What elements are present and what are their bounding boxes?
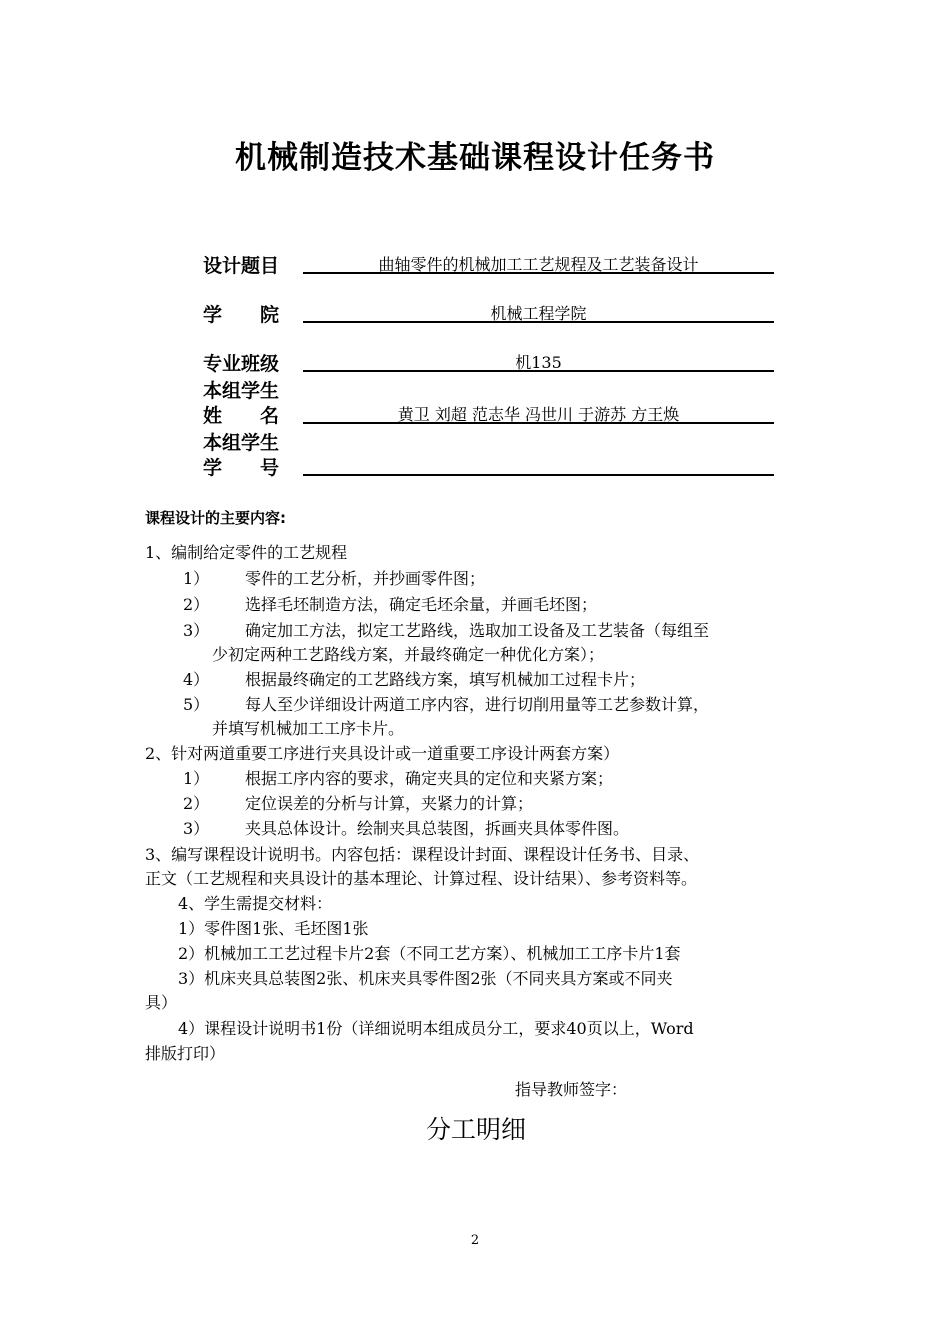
list-item-number: 5） — [183, 695, 210, 714]
college-label: 学 院 — [203, 304, 280, 326]
list-item-text: 确定加工方法，拟定工艺路线，选取加工设备及工艺装备（每组至 — [245, 621, 710, 640]
college-underline — [303, 321, 774, 323]
section2-title: 2、针对两道重要工序进行夹具设计或一道重要工序设计两套方案） — [145, 744, 620, 763]
content-header: 课程设计的主要内容: — [145, 509, 286, 527]
list-item-text: 选择毛坯制造方法，确定毛坯余量，并画毛坯图； — [245, 595, 598, 614]
page-number: 2 — [470, 1233, 480, 1248]
list-item-number: 3） — [183, 819, 210, 838]
list-item-text: 定位误差的分析与计算，夹紧力的计算； — [245, 794, 534, 813]
ids-label-line2: 学 号 — [203, 457, 280, 479]
list-item-continuation: 少初定两种工艺路线方案，并最终确定一种优化方案）； — [212, 645, 605, 664]
class-underline — [303, 370, 774, 372]
names-label-line2: 姓 名 — [203, 405, 280, 427]
topic-value: 曲轴零件的机械加工工艺规程及工艺装备设计 — [378, 255, 699, 274]
names-value: 黄卫 刘超 范志华 冯世川 于游苏 方王焕 — [397, 405, 680, 424]
ids-underline — [303, 474, 774, 476]
document-title: 机械制造技术基础课程设计任务书 — [235, 140, 715, 176]
list-item-number: 4） — [183, 670, 210, 689]
ids-label-line1: 本组学生 — [203, 432, 280, 454]
section4-item: 3）机床夹具总装图2张、机床夹具零件图2张（不同夹具方案或不同夹 — [178, 969, 673, 988]
list-item-continuation: 并填写机械加工工序卡片。 — [212, 719, 405, 738]
topic-underline — [303, 272, 774, 274]
section4-item: 2）机械加工工艺过程卡片2套（不同工艺方案）、机械加工工序卡片1套 — [178, 944, 681, 963]
section4-item-continuation: 具） — [145, 993, 178, 1012]
section4-item-continuation: 排版打印） — [145, 1044, 226, 1063]
list-item-text: 夹具总体设计。绘制夹具总装图，拆画夹具体零件图。 — [245, 819, 630, 838]
list-item-number: 1） — [183, 569, 210, 588]
class-label: 专业班级 — [203, 353, 280, 375]
names-underline — [303, 422, 774, 424]
list-item-number: 2） — [183, 794, 210, 813]
supervisor-signature-label: 指导教师签字： — [515, 1080, 628, 1099]
division-of-work-heading: 分工明细 — [426, 1115, 527, 1144]
list-item-text: 根据工序内容的要求，确定夹具的定位和夹紧方案； — [245, 769, 614, 788]
college-value: 机械工程学院 — [490, 304, 587, 323]
section4-item: 4）课程设计说明书1份（详细说明本组成员分工，要求40页以上，Word — [178, 1019, 694, 1038]
list-item-text: 零件的工艺分析，并抄画零件图； — [245, 569, 486, 588]
section3-line2: 正文（工艺规程和夹具设计的基本理论、计算过程、设计结果）、参考资料等。 — [145, 869, 698, 888]
topic-label: 设计题目 — [203, 255, 280, 277]
names-label-line1: 本组学生 — [203, 380, 280, 402]
list-item-text: 根据最终确定的工艺路线方案，填写机械加工过程卡片； — [245, 670, 646, 689]
section4-title: 4、学生需提交材料： — [178, 894, 333, 913]
list-item-number: 2） — [183, 595, 210, 614]
section3-line1: 3、编写课程设计说明书。内容包括：课程设计封面、课程设计任务书、目录、 — [145, 845, 700, 864]
section4-item: 1）零件图1张、毛坯图1张 — [178, 919, 369, 938]
class-value: 机135 — [515, 353, 562, 372]
list-item-text: 每人至少详细设计两道工序内容，进行切削用量等工艺参数计算， — [245, 695, 710, 714]
list-item-number: 1） — [183, 769, 210, 788]
list-item-number: 3） — [183, 621, 210, 640]
section1-title: 1、编制给定零件的工艺规程 — [145, 543, 348, 562]
